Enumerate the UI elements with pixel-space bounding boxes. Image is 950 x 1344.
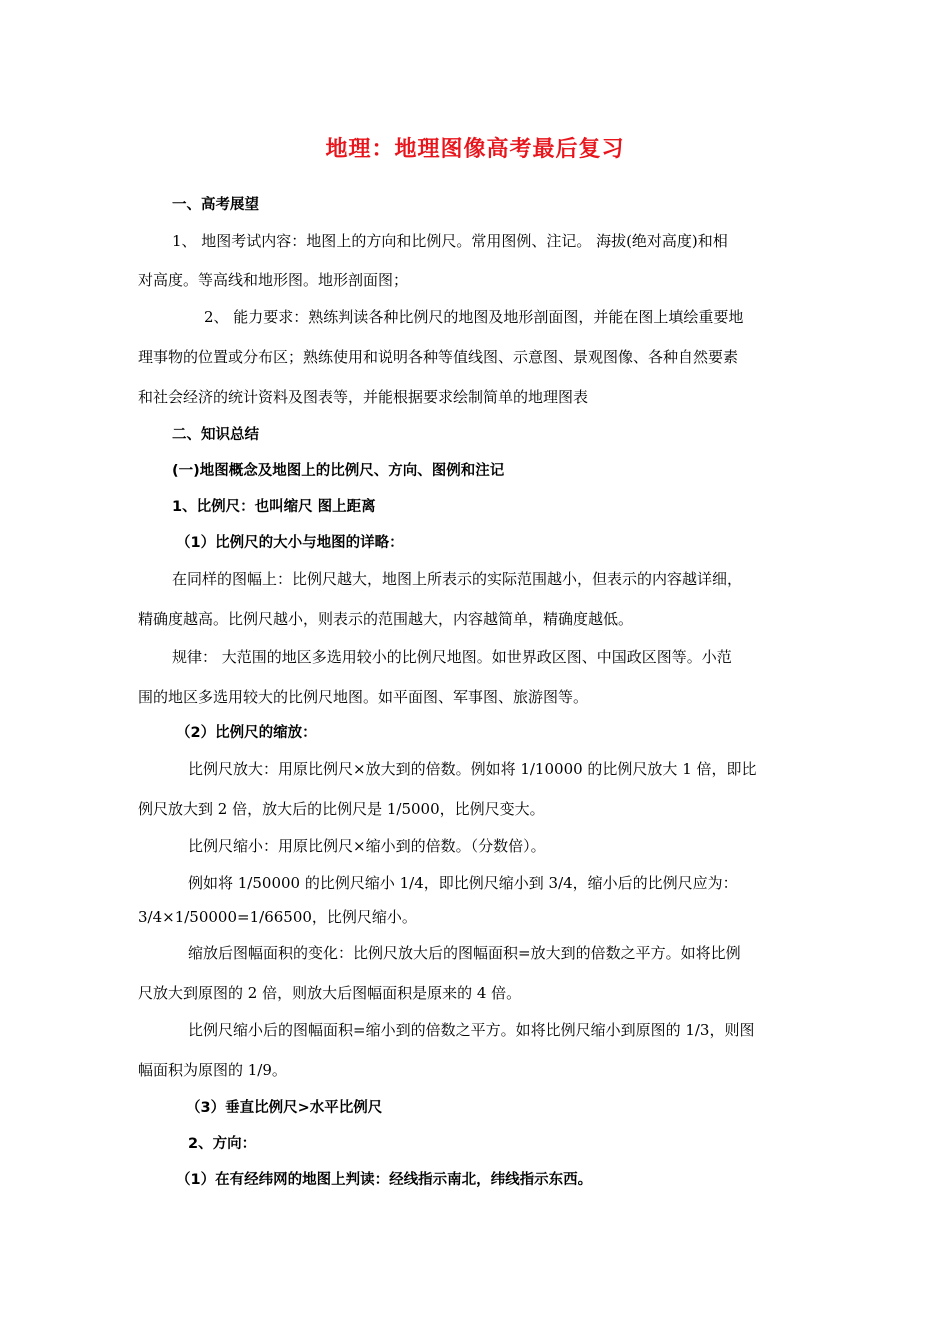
subsection-heading: （2）比例尺的缩放： [176,725,317,741]
paragraph-line: 例如将 1/50000 的比例尺缩小 1/4，即比例尺缩小到 3/4，缩小后的比例尺应为： [188,874,738,892]
paragraph-line: 幅面积为原图的 1/9。 [138,1061,287,1079]
subsection-heading: （1）比例尺的大小与地图的详略： [176,535,404,551]
paragraph-line: 规律： 大范围的地区多选用较小的比例尺地图。如世界政区图、中国政区图等。小范 [172,648,732,666]
paragraph-line: 精确度越高。比例尺越小，则表示的范围越大，内容越简单，精确度越低。 [138,610,634,628]
section-heading-summary: 二、知识总结 [172,427,259,443]
paragraph-line: 和社会经济的统计资料及图表等，并能根据要求绘制简单的地理图表 [138,388,589,406]
subsection-heading: （3）垂直比例尺>水平比例尺 [186,1100,383,1116]
paragraph-line: 缩放后图幅面积的变化：比例尺放大后的图幅面积=放大到的倍数之平方。如将比例 [188,944,741,962]
section-heading-outlook: 一、高考展望 [172,197,259,213]
paragraph-line: 对高度。等高线和地形图。地形剖面图； [138,271,409,289]
document-title: 地理：地理图像高考最后复习 [325,137,625,162]
paragraph-line: （1）在有经纬网的地图上判读：经线指示南北，纬线指示东西。 [176,1172,593,1188]
paragraph-line: 例尺放大到 2 倍，放大后的比例尺是 1/5000，比例尺变大。 [138,800,545,818]
subsection-heading: 2、方向： [188,1136,257,1152]
subsection-heading: 1、比例尺：也叫缩尺 图上距离 [172,499,376,515]
paragraph-line: 1、 地图考试内容：地图上的方向和比例尺。常用图例、注记。 海拔(绝对高度)和相 [172,232,728,250]
paragraph-line: 比例尺缩小后的图幅面积=缩小到的倍数之平方。如将比例尺缩小到原图的 1/3，则图 [188,1021,755,1039]
paragraph-line: 比例尺放大：用原比例尺×放大到的倍数。例如将 1/10000 的比例尺放大 1 倍，即比 [188,760,757,778]
paragraph-line: 理事物的位置或分布区；熟练使用和说明各种等值线图、示意图、景观图像、各种自然要素 [138,348,739,366]
paragraph-line: 3/4×1/50000=1/66500，比例尺缩小。 [138,908,417,926]
paragraph-line: 围的地区多选用较大的比例尺地图。如平面图、军事图、旅游图等。 [138,688,589,706]
paragraph-line: 尺放大到原图的 2 倍，则放大后图幅面积是原来的 4 倍。 [138,984,522,1002]
subsection-heading: (一)地图概念及地图上的比例尺、方向、图例和注记 [172,463,505,479]
paragraph-line: 在同样的图幅上：比例尺越大，地图上所表示的实际范围越小，但表示的内容越详细， [172,570,743,588]
paragraph-line: 2、 能力要求：熟练判读各种比例尺的地图及地形剖面图，并能在图上填绘重要地 [204,308,744,326]
paragraph-line: 比例尺缩小：用原比例尺×缩小到的倍数。（分数倍）。 [188,837,546,855]
